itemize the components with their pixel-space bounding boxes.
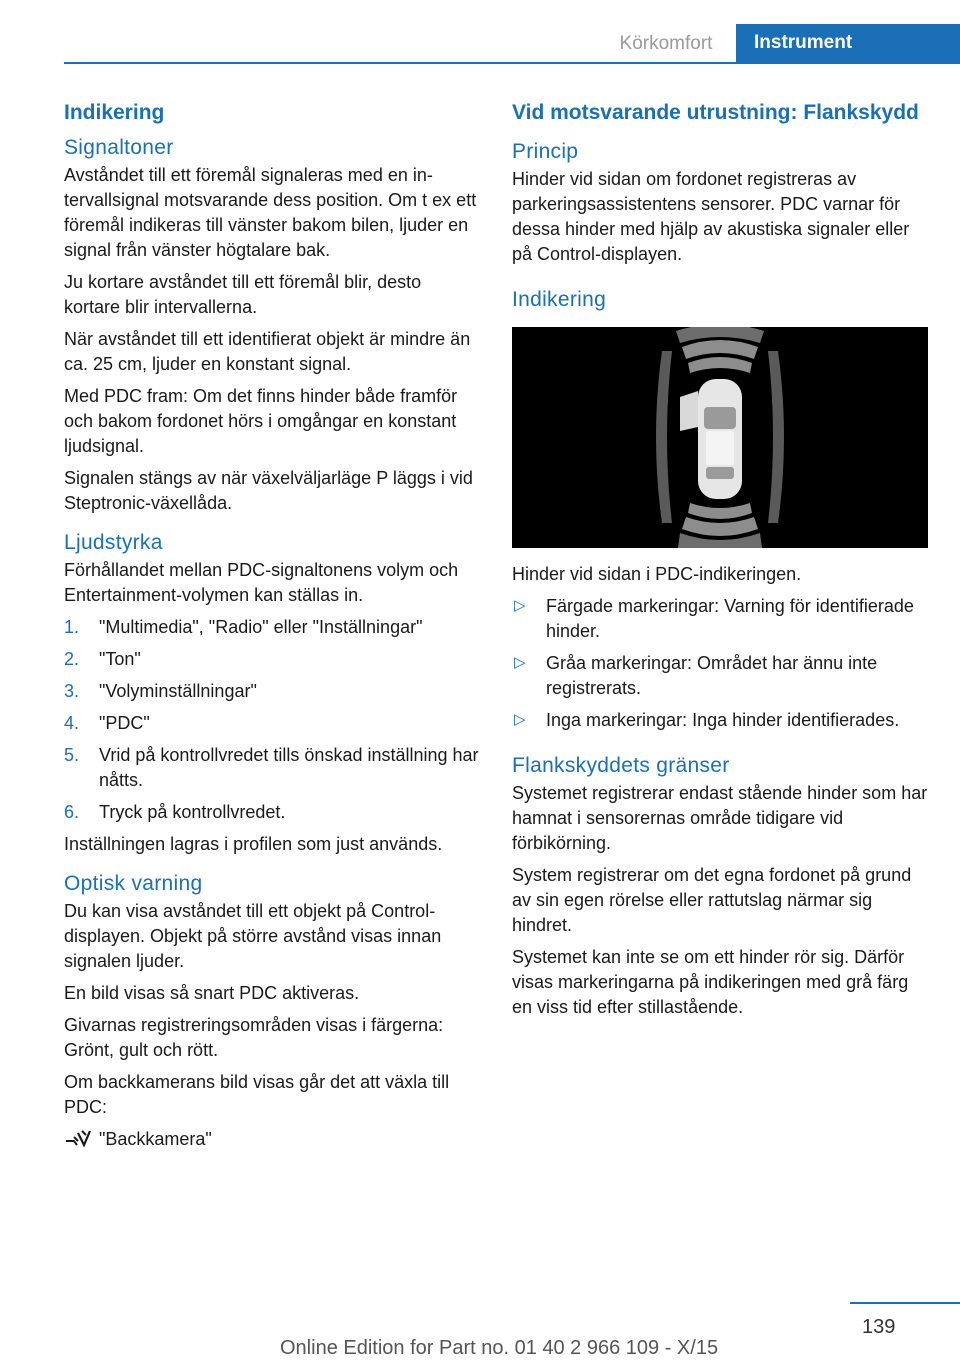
- paragraph: Hinder vid sidan om fordonet registreras av parkeringsassistentens sensorer. PDC varnar för dessa hinder med hjälp av akustiska signaler eller på Control-displayen.: [512, 169, 910, 264]
- paragraph: Du kan visa avståndet till ett objekt på Control-displayen. Objekt på större avstånd visas innan signalen ljuder.: [64, 901, 442, 971]
- list-item: [64, 647, 482, 672]
- paragraph: Signalen stängs av när växelväljarläge P läggs i vid Steptronic-växellåda.: [64, 468, 473, 513]
- paragraph: Förhållandet mellan PDC-signaltonens volym och Entertainment-volymen kan ställas in.: [64, 560, 459, 605]
- section-heading-indikering: Indikering: [64, 101, 165, 124]
- subheading-indikering: Indikering: [512, 288, 607, 311]
- paragraph: När avståndet till ett identifierat objekt är mindre än ca. 25 cm, ljuder en konstant signal.: [64, 329, 471, 374]
- step-text: Vrid på kontrollvredet tills önskad inställning har nåtts.: [99, 745, 479, 790]
- list-item: [64, 615, 482, 640]
- paragraph: Inställningen lagras i profilen som just används.: [64, 834, 443, 854]
- section-heading-flankskydd: Vid motsvarande utrustning: Flankskydd: [512, 101, 919, 124]
- bullet-triangle-icon: ▷: [514, 654, 526, 671]
- car-windshield: [704, 407, 736, 429]
- list-item: [512, 651, 928, 701]
- menu-path-backkamera: [64, 1127, 482, 1152]
- list-item: [512, 708, 928, 733]
- step-number: 4.: [64, 713, 80, 733]
- tab-korkomfort[interactable]: Körkomfort: [619, 33, 713, 54]
- step-number: 5.: [64, 745, 80, 765]
- menu-label: "Backkamera": [99, 1129, 212, 1149]
- list-item: [64, 679, 482, 704]
- car-rear-window: [706, 467, 734, 479]
- pdc-side-protection-figure: [512, 327, 928, 548]
- step-text: "Multimedia", "Radio" eller "Inställningar": [99, 617, 423, 637]
- list-item: [512, 594, 928, 644]
- paragraph: Systemet kan inte se om ett hinder rör sig. Därför visas markeringarna på indikeringen med grå färg en viss tid efter stillastående.: [512, 947, 909, 1017]
- bullet-text: Inga markeringar: Inga hinder identifierades.: [546, 710, 900, 730]
- step-number: 2.: [64, 649, 80, 669]
- paragraph: En bild visas så snart PDC aktiveras.: [64, 983, 360, 1003]
- bullet-text: Färgade markeringar: Varning för identifierade hinder.: [546, 596, 914, 641]
- paragraph: Ju kortare avståndet till ett föremål blir, desto kortare blir intervallerna.: [64, 272, 422, 317]
- pdc-toggle-icon: [64, 1129, 92, 1151]
- list-item: [64, 711, 482, 736]
- step-number: 1.: [64, 617, 80, 637]
- list-item: [64, 743, 482, 793]
- subheading-signaltoner: Signaltoner: [64, 136, 174, 159]
- figure-caption: Hinder vid sidan i PDC-indikeringen.: [512, 564, 802, 584]
- tab-instrument[interactable]: Instrument: [736, 24, 960, 62]
- bullet-text: Gråa markeringar: Området har ännu inte registrerats.: [546, 653, 878, 698]
- subheading-optisk-varning: Optisk varning: [64, 872, 203, 895]
- step-text: "Ton": [99, 649, 141, 669]
- subheading-ljudstyrka: Ljudstyrka: [64, 531, 163, 554]
- step-text: "PDC": [99, 713, 150, 733]
- paragraph: Systemet registrerar endast stående hinder som har hamnat i sensorernas område tidigare vid förbikörning.: [512, 783, 928, 853]
- step-number: 6.: [64, 802, 80, 822]
- bullet-triangle-icon: ▷: [514, 597, 526, 614]
- edition-footer: Online Edition for Part no. 01 40 2 966 109 - X/15: [280, 1337, 719, 1359]
- car-roof: [706, 431, 734, 465]
- marking-legend: [512, 594, 928, 733]
- left-obstacle-marking: [680, 391, 698, 431]
- footer-rule: [850, 1302, 960, 1304]
- step-text: Tryck på kontrollvredet.: [99, 802, 286, 822]
- bullet-triangle-icon: ▷: [514, 711, 526, 728]
- header-rule: [64, 62, 960, 64]
- paragraph: Om backkamerans bild visas går det att växla till PDC:: [64, 1072, 450, 1117]
- step-text: "Volyminställningar": [99, 681, 257, 701]
- list-item: [64, 800, 482, 825]
- right-column: [512, 100, 928, 1027]
- paragraph: Med PDC fram: Om det finns hinder både framför och bakom fordonet hörs i omgångar en konstant ljudsignal.: [64, 386, 458, 456]
- step-number: 3.: [64, 681, 80, 701]
- left-column: [64, 100, 482, 1152]
- subheading-flankskyddets-granser: Flankskyddets gränser: [512, 754, 730, 777]
- subheading-princip: Princip: [512, 140, 579, 163]
- paragraph: System registrerar om det egna fordonet på grund av sin egen rörelse eller rattutslag närmar sig hindret.: [512, 865, 912, 935]
- page-number: 139: [862, 1316, 896, 1338]
- paragraph: Givarnas registreringsområden visas i färgerna: Grönt, gult och rött.: [64, 1015, 444, 1060]
- paragraph: Avståndet till ett föremål signaleras med en intervallsignal motsvarande dess position. Om t ex ett föremål indikeras till vänster bakom bilen, ljuder en signal från vänster högtalare bak.: [64, 165, 477, 260]
- steps-list: [64, 615, 482, 825]
